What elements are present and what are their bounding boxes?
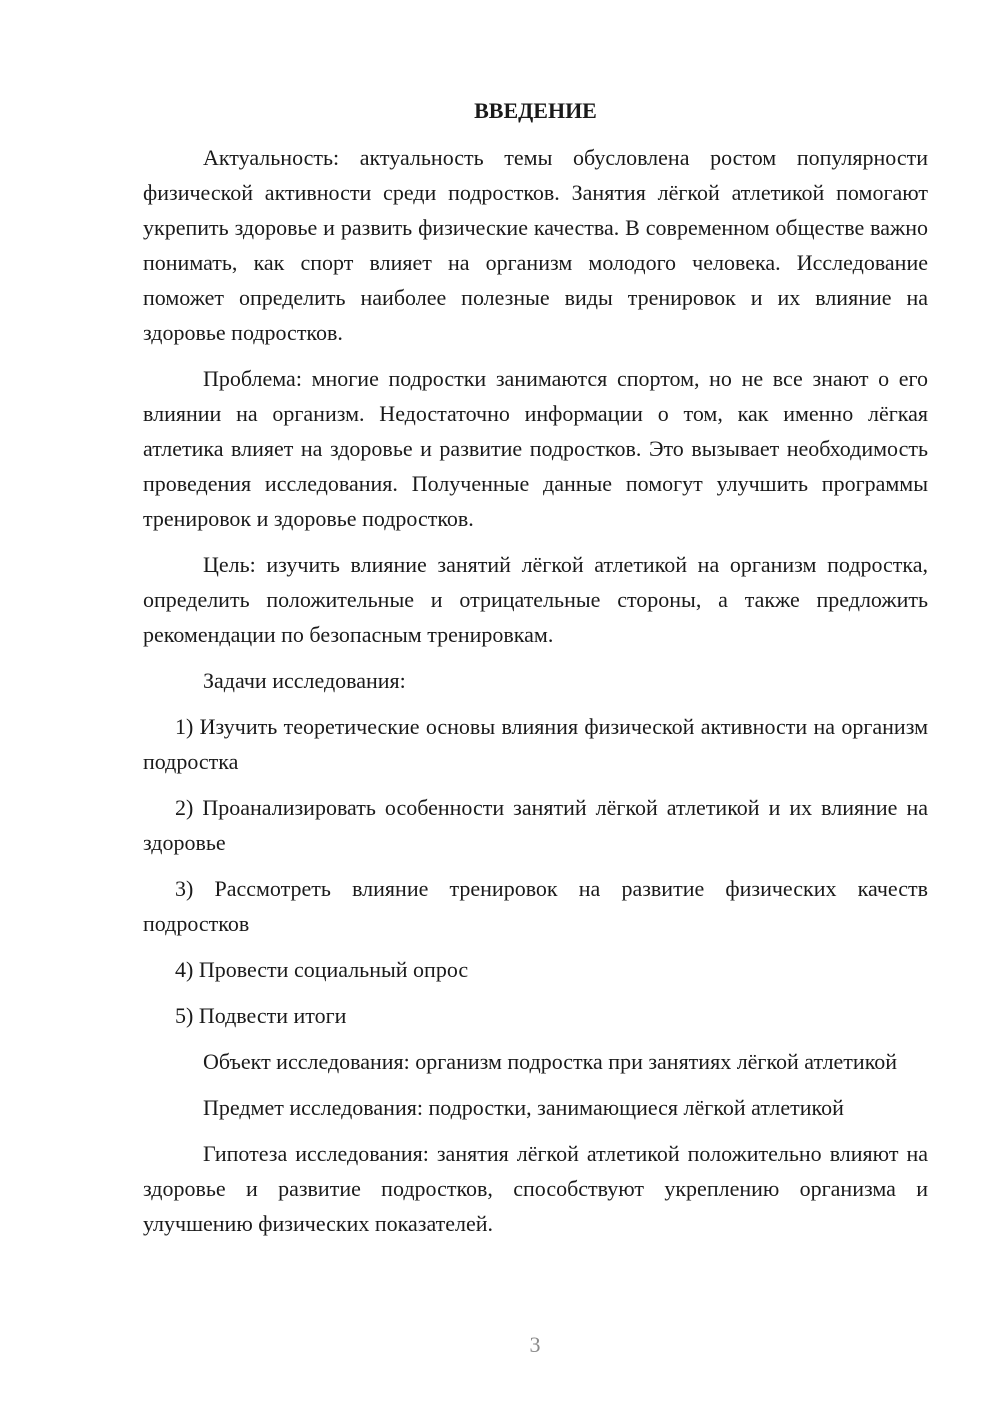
goal-paragraph: Цель: изучить влияние занятий лёгкой атлетикой на организм подростка, определить положительные и отрицательные стороны, а также предложить рекомендации по безопасным тренировкам. <box>143 552 928 647</box>
subject-paragraph: Предмет исследования: подростки, занимающиеся лёгкой атлетикой <box>203 1095 844 1120</box>
task-item-5: 5) Подвести итоги <box>175 1003 347 1028</box>
hypothesis-paragraph: Гипотеза исследования: занятия лёгкой атлетикой положительно влияют на здоровье и развитие подростков, способствуют укреплению организма и улучшению физических показателей. <box>143 1141 928 1236</box>
object-paragraph: Объект исследования: организм подростка при занятиях лёгкой атлетикой <box>203 1049 898 1074</box>
page-number: 3 <box>529 1332 541 1357</box>
task-item-2: 2) Проанализировать особенности занятий лёгкой атлетикой и их влияние на здоровье <box>143 795 928 855</box>
tasks-heading: Задачи исследования: <box>203 668 406 693</box>
section-title: ВВЕДЕНИЕ <box>474 98 597 123</box>
problem-paragraph: Проблема: многие подростки занимаются спортом, но не все знают о его влиянии на организм. Недостаточно информации о том, как именно лёгкая атлетика влияет на здоровье и развитие подростков. Это вызывает необходимость проведения исследования. Полученные данные помогут улучшить программы тренировок и здоровье подростков. <box>143 366 928 531</box>
task-item-3: 3) Рассмотреть влияние тренировок на развитие физических качеств подростков <box>143 876 928 936</box>
task-item-1: 1) Изучить теоретические основы влияния физической активности на организм подростка <box>143 714 928 774</box>
task-item-4: 4) Провести социальный опрос <box>175 957 469 982</box>
document-page <box>143 96 928 1252</box>
relevance-paragraph: Актуальность: актуальность темы обусловлена ростом популярности физической активности среди подростков. Занятия лёгкой атлетикой помогают укрепить здоровье и развить физические качества. В современном обществе важно понимать, как спорт влияет на организм молодого человека. Исследование поможет определить наиболее полезные виды тренировок и их влияние на здоровье подростков. <box>143 145 928 345</box>
